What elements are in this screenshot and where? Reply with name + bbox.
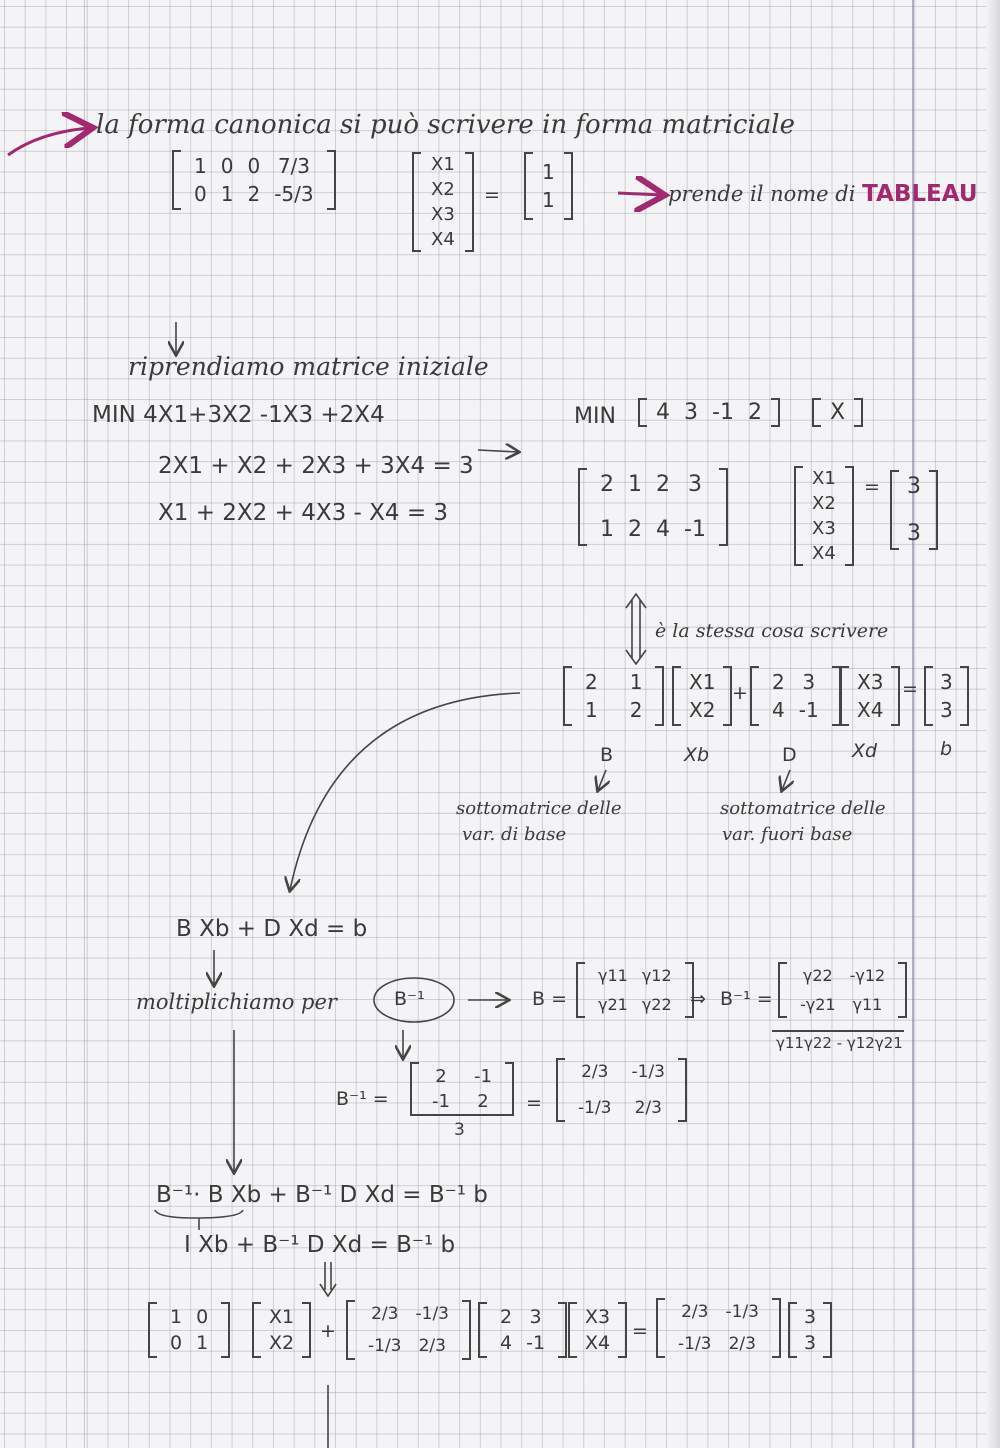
final-matrix-D: 2 3 4 -1 bbox=[478, 1302, 567, 1358]
matrix-B: 2 1 1 2 bbox=[563, 666, 664, 726]
tableau-note: prende il nome di TABLEAU bbox=[668, 181, 978, 207]
double-arrow-down-final bbox=[320, 1262, 336, 1296]
equation-basic: B Xb + D Xd = b bbox=[176, 916, 368, 942]
binv-calc-lhs: B⁻¹ = bbox=[336, 1088, 389, 1110]
vector-b: 3 3 bbox=[890, 470, 938, 550]
curved-arrow-to-equation bbox=[290, 693, 520, 890]
note-B-line1: sottomatrice delle bbox=[456, 798, 622, 819]
constraint-1: 2X1 + X2 + 2X3 + 3X4 = 3 bbox=[158, 453, 474, 479]
final-identity-matrix: 1 0 0 1 bbox=[148, 1302, 230, 1358]
pink-arrow-tableau bbox=[618, 193, 662, 195]
canonical-vector-b: 1 1 bbox=[524, 152, 573, 220]
inverse-arrow: ⇒ bbox=[690, 988, 706, 1010]
final-vector-xb: X1 X2 bbox=[252, 1302, 311, 1358]
step-2-equation: I Xb + B⁻¹ D Xd = B⁻¹ b bbox=[184, 1232, 456, 1258]
pink-arrow-heading bbox=[8, 128, 90, 155]
objective-function: MIN 4X1+3X2 -1X3 +2X4 bbox=[92, 402, 385, 428]
arrow-B-note bbox=[598, 770, 606, 790]
constraint-2: X1 + 2X2 + 4X3 - X4 = 3 bbox=[158, 500, 449, 526]
matrix-binv-result: 2/3 -1/3 -1/3 2/3 bbox=[556, 1058, 687, 1122]
tableau-word: TABLEAU bbox=[862, 181, 978, 207]
min-label: MIN bbox=[574, 404, 616, 429]
label-B: B bbox=[600, 744, 614, 766]
binv-circled: B⁻¹ bbox=[394, 988, 425, 1010]
note-B-line2: var. di base bbox=[462, 824, 567, 845]
final-equals: = bbox=[632, 1320, 648, 1342]
matrix-A: 2 1 2 3 1 2 4 -1 bbox=[578, 468, 728, 546]
canonical-vector-x: X1 X2 X3 X4 bbox=[412, 152, 474, 252]
equivalence-note: è la stessa cosa scrivere bbox=[655, 620, 889, 642]
moltiplichiamo-text: moltiplichiamo per bbox=[136, 990, 337, 1014]
vector-x: X1 X2 X3 X4 bbox=[794, 466, 854, 566]
canonical-equals: = bbox=[484, 184, 500, 206]
step-1-equation: B⁻¹· B Xb + B⁻¹ D Xd = B⁻¹ b bbox=[156, 1182, 488, 1208]
final-vector-b: 3 3 bbox=[788, 1302, 832, 1358]
label-b: b bbox=[940, 738, 953, 760]
final-matrix-binv: 2/3 -1/3 -1/3 2/3 bbox=[346, 1300, 471, 1360]
label-xb: Xb bbox=[684, 744, 710, 766]
label-D: D bbox=[782, 744, 797, 766]
x-vector-label: X bbox=[812, 398, 863, 427]
brace-under-step1 bbox=[155, 1210, 243, 1230]
cost-row: 4 3 -1 2 bbox=[638, 398, 780, 427]
double-arrow-equivalence bbox=[626, 594, 646, 664]
label-xd: Xd bbox=[852, 740, 878, 762]
vector-xd: X3 X4 bbox=[840, 666, 900, 726]
binv-denominator: 3 bbox=[454, 1120, 465, 1140]
inverse-lhs2: B⁻¹ = bbox=[720, 988, 773, 1010]
heading-text: la forma canonica si può scrivere in forma matriciale bbox=[96, 110, 795, 140]
canonical-matrix-A: 1 0 0 7/3 0 1 2 -5/3 bbox=[172, 150, 336, 210]
inverse-lhs: B = bbox=[532, 988, 567, 1010]
matrix-form-equals: = bbox=[864, 476, 880, 498]
note-D-line2: var. fuori base bbox=[722, 824, 853, 845]
inverse-determinant: γ11γ22 - γ12γ21 bbox=[776, 1034, 903, 1052]
split-vector-b: 3 3 bbox=[924, 666, 969, 726]
final-matrix-binv-2: 2/3 -1/3 -1/3 2/3 bbox=[656, 1298, 781, 1358]
binv-fraction-bar bbox=[410, 1114, 506, 1116]
split-plus: + bbox=[732, 682, 748, 704]
matrix-D: 2 3 4 -1 bbox=[750, 666, 841, 726]
arrow-right-problem bbox=[478, 450, 518, 452]
final-plus: + bbox=[320, 1320, 336, 1342]
inverse-fraction-bar bbox=[772, 1030, 904, 1032]
binv-calc-equals: = bbox=[526, 1092, 542, 1114]
matrix-B-general: γ11 γ12 γ21 γ22 bbox=[576, 962, 694, 1018]
riprendiamo-text: riprendiamo matrice iniziale bbox=[128, 352, 489, 381]
final-vector-xd: X3 X4 bbox=[568, 1302, 627, 1358]
matrix-binv-adjugate: 2 -1 -1 2 bbox=[410, 1062, 514, 1116]
arrow-D-note bbox=[782, 770, 790, 790]
vector-xb: X1 X2 bbox=[672, 666, 732, 726]
split-equals: = bbox=[902, 678, 918, 700]
matrix-adjugate-general: γ22 -γ12 -γ21 γ11 bbox=[778, 962, 907, 1018]
note-D-line1: sottomatrice delle bbox=[720, 798, 886, 819]
